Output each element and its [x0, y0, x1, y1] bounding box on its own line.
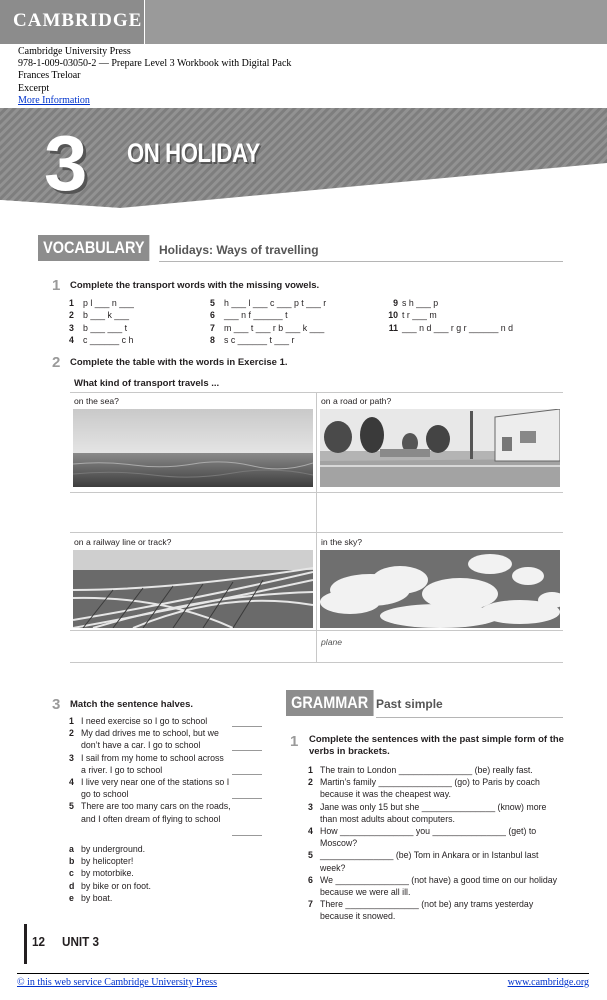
copyright-link[interactable]: © in this web service Cambridge University Press — [17, 977, 218, 988]
unit-title: ON HOLIDAY — [127, 138, 260, 168]
exercise-number: 2 — [52, 354, 61, 371]
list-item: 3 I sail from my home to school across a river. I go to school — [69, 752, 224, 775]
word-item: 5 h ___ l ___ c ___ p t ___ r — [210, 298, 327, 308]
word-item: 4 c ______ c h — [69, 334, 134, 345]
word-column-1 — [69, 297, 134, 346]
list-item: 4 How _______________ you _______________ (get) to Moscow? — [308, 826, 537, 849]
unit-banner — [0, 108, 607, 248]
answer-blank[interactable] — [232, 726, 262, 727]
list-item: a by underground. — [69, 844, 146, 854]
exercise-instruction: Complete the transport words with the missing vowels. — [70, 280, 320, 291]
word-item: 11 ___ n d ___ r g r ______ n d — [388, 322, 514, 333]
word-item: 3 b ___ ___ t — [69, 322, 128, 333]
publication-info — [18, 46, 291, 107]
exercise-instruction: Match the sentence halves. — [70, 699, 194, 710]
more-information-link[interactable]: More Information — [18, 94, 90, 106]
sea-photo — [73, 409, 313, 487]
bottom-rule — [17, 973, 589, 974]
railway-photo — [73, 550, 313, 628]
grammar-sentences — [308, 764, 564, 923]
table-question: What kind of transport travels ... — [74, 378, 220, 389]
exercise-number: 1 — [52, 277, 61, 294]
logo-box — [0, 0, 145, 44]
exercise-instruction: Complete the table with the words in Exercise 1. — [70, 357, 288, 368]
publisher-name: Cambridge University Press — [18, 46, 131, 57]
word-item: 8 s c ______ t ___ r — [210, 334, 295, 345]
word-item: 9 s h ___ p — [393, 298, 439, 308]
list-item: 4 I live very near one of the stations so I go to school — [69, 777, 230, 800]
excerpt-label: Excerpt — [18, 82, 50, 94]
list-item: 1 The train to London _______________ (be) really fast. — [308, 765, 533, 775]
word-item: 6 ___ n f ______ t — [210, 310, 288, 321]
footer-bar — [24, 924, 27, 964]
unit-number: 3 — [44, 119, 88, 207]
cell-label-sky: in the sky? — [321, 537, 363, 547]
road-photo — [320, 409, 560, 487]
list-item: 3 Jane was only 15 but she _______________ (know) more than most adults about computers. — [308, 801, 547, 824]
cell-label-rail: on a railway line or track? — [74, 537, 172, 547]
table-rule — [70, 630, 563, 631]
list-item: 6 We _______________ (not have) a good time on our holiday because we were all ill. — [308, 874, 558, 898]
answer-blank[interactable] — [232, 798, 262, 799]
cell-label-sea: on the sea? — [74, 396, 119, 406]
table-rule — [70, 532, 563, 533]
website-link[interactable]: www.cambridge.org — [507, 977, 589, 988]
word-column-2 — [210, 297, 326, 346]
sky-photo — [320, 550, 560, 628]
author-name: Frances Treloar — [18, 70, 81, 82]
grammar-subtitle: Past simple — [376, 697, 443, 711]
page-number: 12 — [32, 934, 46, 949]
list-item: c by motorbike. — [69, 868, 134, 879]
answer-blank[interactable] — [232, 750, 262, 751]
isbn-title: 978-1-009-03050-2 — Prepare Level 3 Workbook with Digital Pack — [18, 58, 292, 70]
list-item: d by bike or on foot. — [69, 880, 151, 891]
answer-blank[interactable] — [232, 835, 262, 836]
exercise-number: 1 — [290, 733, 299, 750]
list-item: 1 I need exercise so I go to school — [69, 716, 208, 726]
word-item: 1 p l ___ n ___ — [69, 298, 134, 308]
list-item: 7 There _______________ (not be) any trams yesterday because it snowed. — [308, 899, 534, 922]
section-rule — [159, 261, 563, 262]
word-column-3 — [378, 297, 513, 334]
unit-label: UNIT 3 — [62, 934, 100, 949]
list-item: 2 Martin’s family _______________ (go) to Paris by coach because it was the cheapest way. — [308, 777, 540, 800]
list-item: e by boat. — [69, 892, 113, 903]
word-item: 2 b ___ k ___ — [69, 310, 129, 321]
answer-blank[interactable] — [232, 774, 262, 775]
cell-label-road: on a road or path? — [321, 396, 392, 406]
list-item: 5 There are too many cars on the roads, and I often dream of flying to school — [69, 801, 231, 824]
list-item: 2 My dad drives me to school, but we don’t have a car. I go to school — [69, 728, 219, 751]
exercise-number: 3 — [52, 696, 61, 713]
sentence-beginnings — [69, 715, 231, 825]
example-answer: plane — [321, 637, 343, 647]
list-item: b by helicopter! — [69, 856, 134, 867]
cambridge-logo: CAMBRIDGE — [13, 10, 143, 31]
list-item: 5 _______________ (be) Tom in Ankara or in Istanbul last week? — [308, 850, 539, 873]
publisher-header-bar — [0, 0, 607, 44]
word-item: 7 m ___ t ___ r b ___ k ___ — [210, 322, 325, 333]
vocabulary-subtitle: Holidays: Ways of travelling — [159, 243, 319, 257]
grammar-tab: GRAMMAR — [286, 690, 373, 716]
table-rule — [70, 492, 563, 493]
word-item: 10 t r ___ m — [388, 310, 437, 321]
sentence-endings — [69, 843, 249, 904]
section-rule — [376, 717, 563, 718]
banner-graphic — [0, 108, 607, 248]
vocabulary-tab: VOCABULARY — [38, 235, 150, 261]
exercise-instruction: Complete the sentences with the past simple form of the verbs in brackets. — [309, 734, 564, 757]
table-divider — [316, 392, 317, 662]
table-rule — [70, 662, 563, 663]
